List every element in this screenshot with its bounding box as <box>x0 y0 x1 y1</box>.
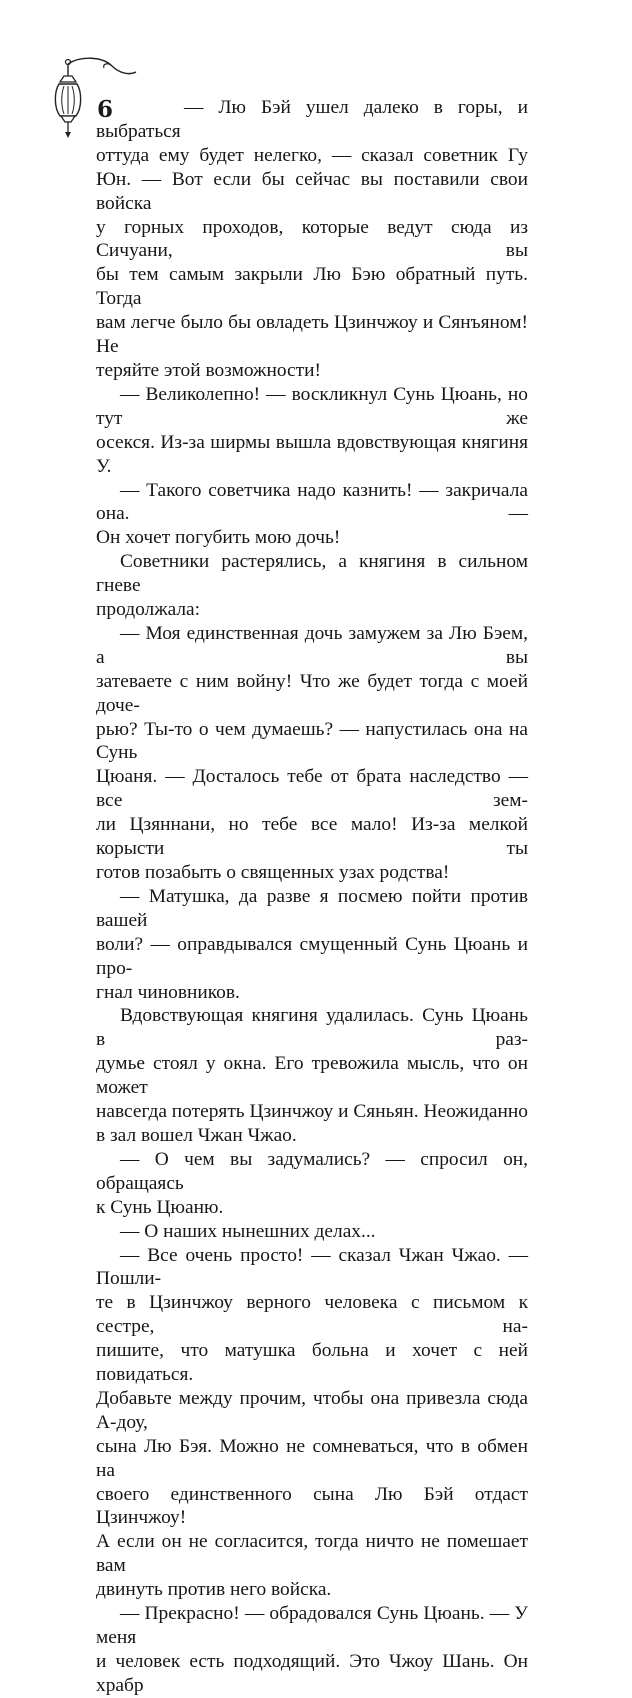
paragraph-4 <box>96 550 528 622</box>
text-line: думье стоял у окна. Его тревожила мысль, что он может <box>96 1053 528 1099</box>
text-line: Цюаня. — Досталось тебе от брата наследство — все зем- <box>96 766 528 812</box>
text-line: сына Лю Бэя. Можно не сомневаться, что в обмен на <box>96 1435 528 1481</box>
text-line: продолжала: <box>96 599 201 621</box>
text-line: Добавьте между прочим, чтобы она привезла сюда А-доу, <box>96 1387 528 1433</box>
text-line: оттуда ему будет нелегко, — сказал советник Гу <box>96 144 528 166</box>
paragraph-2 <box>96 383 528 479</box>
text-line: бы тем самым закрыли Лю Бэю обратный путь. Тогда <box>96 264 528 310</box>
text-line: Советники растерялись, а княгиня в сильном гневе <box>96 551 528 597</box>
text-line: своего единственного сына Лю Бэй отдаст Цзинчжоу! <box>96 1483 528 1529</box>
text-line: — Прекрасно! — обрадовался Сунь Цюань. — У меня <box>96 1603 528 1648</box>
text-line: Он хочет погубить мою дочь! <box>96 527 341 549</box>
paragraph-11 <box>96 1602 528 1698</box>
paragraph-9 <box>96 1220 528 1244</box>
text-line: затеваете с ним войну! Что же будет тогда с моей доче- <box>96 670 528 716</box>
text-line: — Моя единственная дочь замужем за Лю Бэем, а вы <box>96 622 528 668</box>
text-line: и человек есть подходящий. Это Чжоу Шань. Он храбр <box>96 1650 528 1696</box>
text-line: ли Цзяннани, но тебе все мало! Из-за мелкой корысти ты <box>96 814 528 860</box>
text-line: — Такого советчика надо казнить! — закричала она. — <box>96 479 528 525</box>
text-line: гнал чиновников. <box>96 981 240 1003</box>
text-line: навсегда потерять Цзинчжоу и Сяньян. Неожиданно <box>96 1101 528 1123</box>
paragraph-8 <box>96 1148 528 1220</box>
text-line: рью? Ты-то о чем думаешь? — напустилась она на Сунь <box>96 718 528 764</box>
text-line: пишите, что матушка больна и хочет с ней повидаться. <box>96 1340 528 1386</box>
text-line: теряйте этой возможности! <box>96 359 321 381</box>
paragraph-7 <box>96 1004 528 1147</box>
text-line: у горных проходов, которые ведут сюда из Сичуани, вы <box>96 216 528 262</box>
text-line: воли? — оправдывался смущенный Сунь Цюань и про- <box>96 933 528 979</box>
text-line: те в Цзинчжоу верного человека с письмом к сестре, на- <box>96 1292 528 1338</box>
text-line: вам легче было бы овладеть Цзинчжоу и Сянъяном! Не <box>96 312 528 358</box>
paragraph-5 <box>96 622 528 885</box>
body-text <box>96 96 528 1698</box>
text-line: — О чем вы задумались? — спросил он, обращаясь <box>96 1148 528 1194</box>
text-line: готов позабыть о священных узах родства! <box>96 862 450 883</box>
text-line: в зал вошел Чжан Чжао. <box>96 1124 297 1146</box>
text-line: — Великолепно! — воскликнул Сунь Цюань, но тут же <box>96 383 528 429</box>
text-line: — О наших нынешних делах... <box>120 1220 376 1242</box>
text-line: двинуть против него войска. <box>96 1579 332 1601</box>
text-line: осекся. Из-за ширмы вышла вдовствующая княгиня У. <box>96 431 528 477</box>
text-line: Вдовствующая княгиня удалилась. Сунь Цюань в раз- <box>96 1005 528 1051</box>
paragraph-6 <box>96 885 528 1005</box>
text-line: А если он не согласится, тогда ничто не помешает вам <box>96 1531 528 1577</box>
text-line: — Все очень просто! — сказал Чжан Чжао. — Пошли- <box>96 1244 528 1290</box>
text-line: Юн. — Вот если бы сейчас вы поставили свои войска <box>96 168 528 214</box>
text-line: — Матушка, да разве я посмею пойти против вашей <box>96 885 528 931</box>
text-line: — Лю Бэй ушел далеко в горы, и выбраться <box>96 97 528 142</box>
page-number: 6 <box>97 96 114 123</box>
paragraph-10 <box>96 1244 528 1603</box>
paragraph-3 <box>96 479 528 551</box>
paragraph-1 <box>96 96 528 383</box>
text-line: к Сунь Цюаню. <box>96 1196 224 1218</box>
